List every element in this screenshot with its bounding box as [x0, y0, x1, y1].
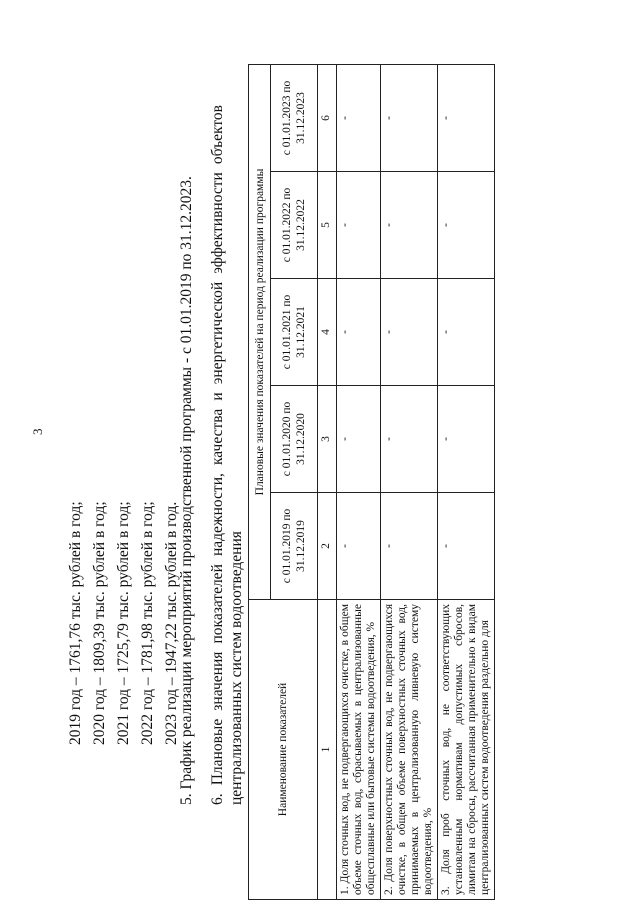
row-3-value-2022: - [438, 172, 495, 279]
section-6-heading: 6. Плановые значения показателей надежности, качества и энергетической эффективности объектов централизованных систем водоотведения [209, 105, 245, 805]
row-2-value-2023: - [381, 65, 438, 172]
section-5-schedule: 5. График реализации мероприятий производственной программы - с 01.01.2019 по 31.12.2023. [178, 176, 195, 805]
column-number-4: 4 [318, 279, 337, 386]
period-header-2021: с 01.01.2021 по 31.12.2021 [271, 279, 318, 386]
group-header-planned-values: Плановые значения показателей на период реализации программы [249, 65, 271, 600]
row-3-value-2019: - [438, 493, 495, 600]
annual-amounts-list [64, 501, 184, 745]
table-row [438, 65, 495, 900]
row-2-value-2019: - [381, 493, 438, 600]
indicators-table [248, 64, 495, 900]
period-header-2023: с 01.01.2023 по 31.12.2023 [271, 65, 318, 172]
amount-line-2023: 2023 год – 1947,22 тыс. рублей в год. [163, 501, 180, 745]
row-3-value-2023: - [438, 65, 495, 172]
row-1-value-2022: - [337, 172, 381, 279]
row-2-indicator-name: 2. Доля поверхностных сточных вод, не подвергающихся очистке, в общем объеме поверхностных сточных вод, принимаемых в централизованную ливневую систему водоотведения, % [381, 600, 438, 900]
period-header-2022: с 01.01.2022 по 31.12.2022 [271, 172, 318, 279]
page-number: 3 [30, 428, 45, 435]
amount-line-2022: 2022 год – 1781,98 тыс. рублей в год; [139, 501, 156, 745]
row-1-value-2023: - [337, 65, 381, 172]
row-3-value-2021: - [438, 279, 495, 386]
row-1-value-2019: - [337, 493, 381, 600]
row-1-value-2020: - [337, 386, 381, 493]
column-number-5: 5 [318, 172, 337, 279]
row-2-value-2021: - [381, 279, 438, 386]
column-number-6: 6 [318, 65, 337, 172]
row-2-value-2020: - [381, 386, 438, 493]
column-number-2: 2 [318, 493, 337, 600]
row-2-value-2022: - [381, 172, 438, 279]
col-header-indicator-name: Наименование показателей [249, 600, 318, 900]
amount-line-2019: 2019 год – 1761,76 тыс. рублей в год; [67, 501, 84, 745]
row-1-value-2021: - [337, 279, 381, 386]
table-row [337, 65, 381, 900]
amount-line-2020: 2020 год – 1809,39 тыс. рублей в год; [91, 501, 108, 745]
row-3-value-2020: - [438, 386, 495, 493]
amount-line-2021: 2021 год – 1725,79 тыс. рублей в год; [115, 501, 132, 745]
column-number-1: 1 [318, 600, 337, 900]
period-header-2019: с 01.01.2019 по 31.12.2019 [271, 493, 318, 600]
row-3-indicator-name: 3. Доля проб сточных вод, не соответствующих установленным нормативам допустимых сбросов, лимитам на сбросы, рассчитанная применительно к видам централизованных систем водоотведения раздельно для [438, 600, 495, 900]
row-1-indicator-name: 1. Доля сточных вод, не подвергающихся очистке, в общем объеме сточных вод, сбрасываемых в централизованные общесплавные или бытовые системы водоотведения, % [337, 600, 381, 900]
table-row [381, 65, 438, 900]
column-number-3: 3 [318, 386, 337, 493]
period-header-2020: с 01.01.2020 по 31.12.2020 [271, 386, 318, 493]
